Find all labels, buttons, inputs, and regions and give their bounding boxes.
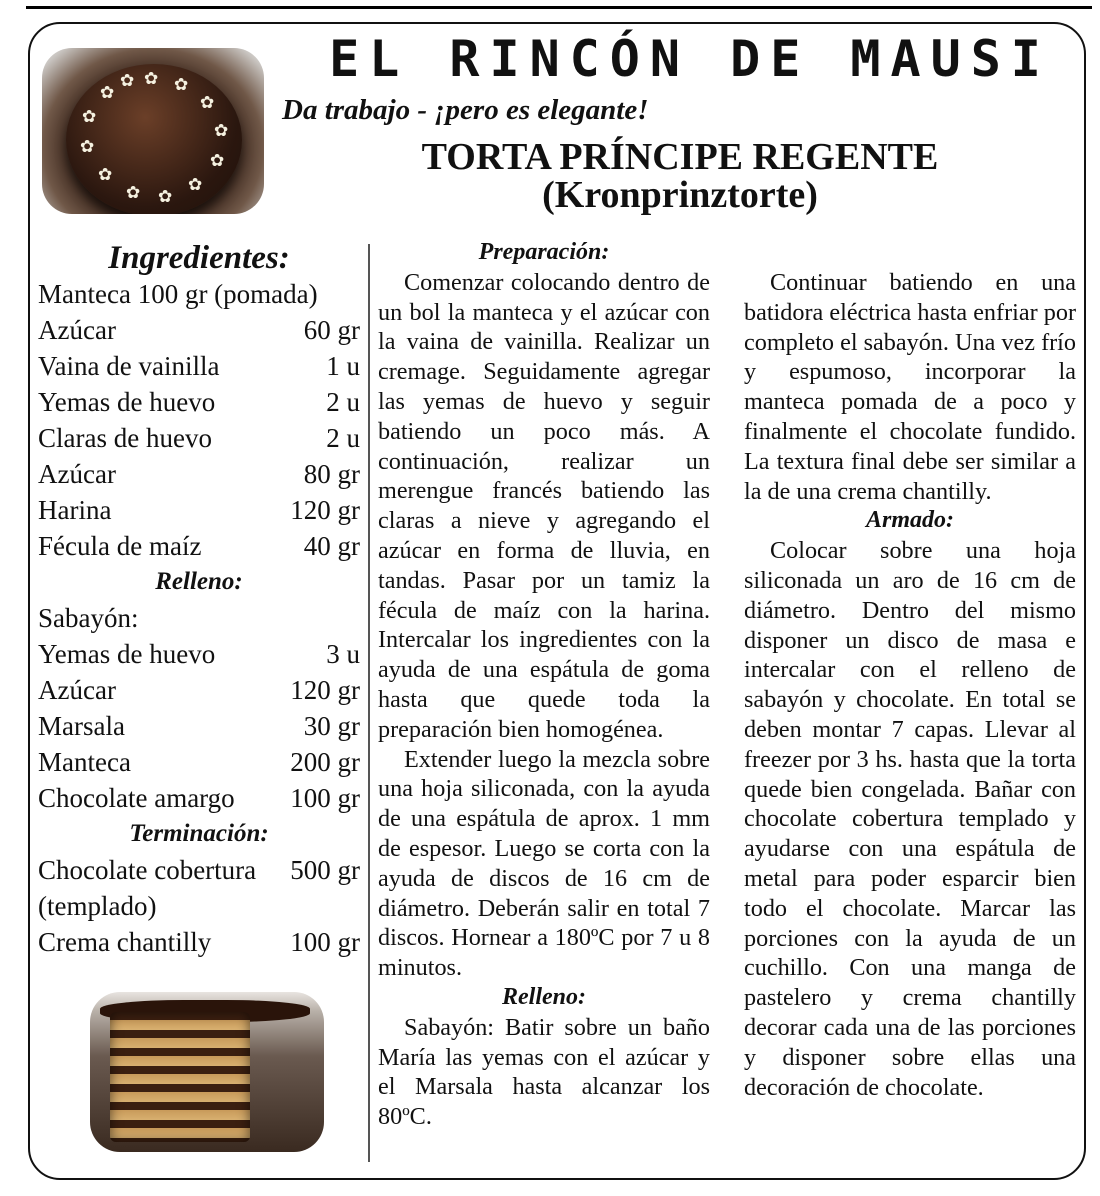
- cake-top-photo: [42, 48, 264, 214]
- assembly-column: [744, 268, 1076, 1102]
- ingredient-row: Chocolate amargo 100 gr: [38, 783, 360, 813]
- relleno-heading: Relleno:: [155, 568, 243, 595]
- flower-icon: ✿: [158, 187, 173, 206]
- column-divider: [368, 244, 370, 1162]
- flower-icon: ✿: [100, 83, 115, 102]
- relleno-paragraph: Sabayón: Batir sobre un baño María las yemas con el azúcar y el Marsala hasta alcanzar los 80ºC.: [378, 1013, 710, 1131]
- masthead: EL RINCÓN DE MAUSI: [329, 30, 1051, 88]
- armado-heading: Armado:: [865, 507, 954, 534]
- subtitle: Da trabajo - ¡pero es elegante!: [282, 94, 649, 126]
- ingredient-row: Azúcar 60 gr: [38, 315, 360, 345]
- recipe-title-line1: TORTA PRÍNCIPE REGENTE: [421, 136, 939, 178]
- ingredients-heading: Ingredientes:: [108, 240, 290, 276]
- terminacion-heading: Terminación:: [129, 820, 269, 847]
- ingredient-row: Crema chantilly 100 gr: [38, 927, 360, 957]
- ingredient-row: Vaina de vainilla 1 u: [38, 351, 360, 381]
- flower-icon: ✿: [144, 69, 159, 88]
- ingredient-row: Azúcar 120 gr: [38, 675, 360, 705]
- cake-slice-photo: [90, 992, 324, 1152]
- ingredient-row: (templado): [38, 891, 157, 921]
- preparation-column: [378, 238, 710, 1132]
- flower-icon: ✿: [214, 121, 229, 140]
- relleno-section-heading: Relleno:: [502, 983, 586, 1010]
- preparacion-heading: Preparación:: [478, 239, 610, 265]
- flower-icon: ✿: [98, 165, 113, 184]
- armado-paragraph: Colocar sobre una hoja siliconada un aro de 16 cm de diámetro. Dentro del mismo disponer un disco de masa e intercalar con el relleno de sabayón y chocolate. En total se deben montar 7 capas. Llevar al freezer por 3 hs. hasta que la torta quede bien congelada. Bañar con chocolate cobertura templado y ayudarse con una espátula de metal para poder esparcir bien todo el chocolate. Marcar las porciones con la ayuda de un cuchillo. Con una manga de pastelero y crema chantilly decorar cada una de las porciones y disponer sobre ellas una decoración de chocolate.: [744, 537, 1076, 1101]
- flower-icon: ✿: [210, 151, 225, 170]
- ingredient-row: Manteca 100 gr (pomada): [38, 279, 318, 309]
- preparacion-paragraph-2: Extender luego la mezcla sobre una hoja siliconada, con la ayuda de una espátula de aprox. 1 mm de espesor. Luego se corta con la ayuda de discos de 16 cm de diámetro. Deberán salir en total 7 discos. Hornear a 180ºC por 7 u 8 minutos.: [378, 745, 710, 982]
- ingredient-row: Chocolate cobertura 500 gr: [38, 855, 360, 885]
- flower-icon: ✿: [120, 71, 135, 90]
- flower-icon: ✿: [188, 175, 203, 194]
- recipe-title: [300, 138, 1060, 214]
- ingredient-row: Azúcar 80 gr: [38, 459, 360, 489]
- flower-icon: ✿: [200, 93, 215, 112]
- flower-icon: ✿: [174, 75, 189, 94]
- ingredient-row: Sabayón:: [38, 603, 139, 633]
- ingredient-row: Manteca 200 gr: [38, 747, 360, 777]
- sabayon-paragraph: Continuar batiendo en una batidora eléctrica hasta enfriar por completo el sabayón. Una vez frío y espumoso, incorporar la manteca pomada de a poco y finalmente el chocolate fundido. La textura final debe ser similar a la de una crema chantilly.: [744, 269, 1076, 505]
- ingredient-row: Claras de huevo 2 u: [38, 423, 360, 453]
- preparacion-paragraph-1: Comenzar colocando dentro de un bol la manteca y el azúcar con la vaina de vainilla. Realizar un cremage. Seguidamente agregar las yemas de huevo y seguir batiendo un poco más. A continuación, realizar un merengue francés batiendo las claras a nieve y agregando el azúcar en forma de lluvia, en tandas. Pasar por un tamiz la fécula de maíz con la harina. Intercalar los ingredientes con la ayuda de una espátula de goma hasta que quede toda la preparación bien homogénea.: [378, 268, 710, 743]
- flower-icon: ✿: [82, 107, 97, 126]
- cake-image: [66, 64, 242, 214]
- ingredient-row: Yemas de huevo 3 u: [38, 639, 360, 669]
- ingredient-row: Yemas de huevo 2 u: [38, 387, 360, 417]
- ingredient-row: Fécula de maíz 40 gr: [38, 531, 360, 561]
- cake-layers: [110, 1012, 250, 1142]
- ingredient-row: Marsala 30 gr: [38, 711, 360, 741]
- recipe-title-line2: (Kronprinztorte): [542, 174, 818, 216]
- top-rule: [26, 6, 1092, 9]
- flower-icon: ✿: [80, 137, 95, 156]
- flower-icon: ✿: [126, 183, 141, 202]
- ingredient-row: Harina 120 gr: [38, 495, 360, 525]
- ingredients-list: [38, 240, 360, 960]
